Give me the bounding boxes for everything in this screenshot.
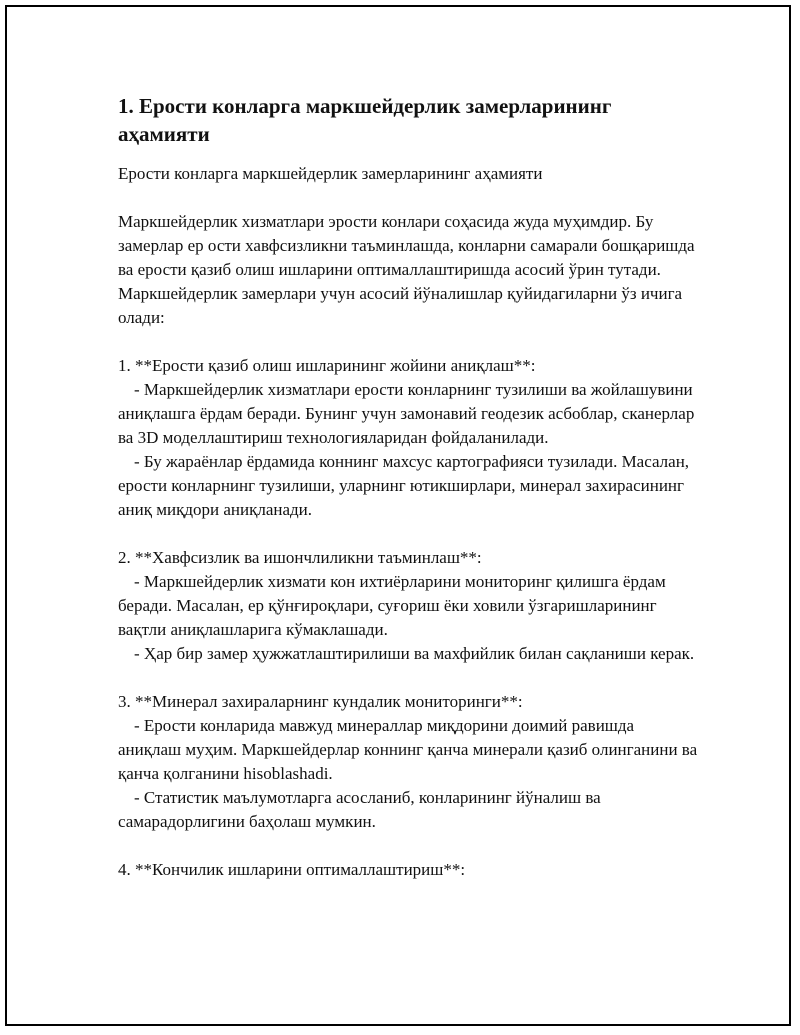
intro-paragraph: Маркшейдерлик хизматлари эрости конлари соҳасида жуда муҳимдир. Бу замерлар ер ости хавфсизликни таъминлашда, конларни самарали бошқаришда ва ерости қазиб олиш ишларини оптималлаштиришда асосий ўрин тутади. Маркшейдерлик замерлари учун асосий йўналишлар қуйидагиларни ўз ичига олади:: [118, 212, 699, 327]
section-title: 2. **Хавфсизлик ва ишончлиликни таъминлаш**:: [118, 548, 482, 567]
document-subtitle: Ерости конларга маркшейдерлик замерларининг аҳамияти: [118, 164, 543, 183]
section-bullet: - Ерости конларида мавжуд минераллар миқдорини доимий равишда аниқлаш муҳим. Маркшейдерлар коннинг қанча минерали қазиб олинганини ва қанча қолганини hisoblashadi.: [118, 716, 698, 783]
section-title: 4. **Кончилик ишларини оптималлаштириш**:: [118, 860, 466, 879]
section-title: 1. **Ерости қазиб олиш ишларининг жойини аниқлаш**:: [118, 356, 536, 375]
document-body: [118, 92, 698, 906]
section-bullet: - Маркшейдерлик хизмати кон ихтиёрларини мониторинг қилишга ёрдам беради. Масалан, ер қўнғироқлари, суғориш ёки ховили ўзгаришларининг вақтли аниқлашларига кўмаклашади.: [118, 572, 666, 639]
section-4: [118, 858, 698, 882]
section-bullet: - Маркшейдерлик хизматлари ерости конларнинг тузилиши ва жойлашувини аниқлашга ёрдам беради. Бунинг учун замонавий геодезик асбоблар, сканерлар ва 3D моделлаштириш технологияларидан фойдаланилади.: [118, 380, 695, 447]
section-bullet: - Бу жараёнлар ёрдамида коннинг махсус картографияси тузилади. Масалан, ерости конларнинг тузилиши, уларнинг ютикширлари, минерал захирасининг аниқ миқдори аниқланади.: [118, 452, 690, 519]
document-heading: 1. Ерости конларга маркшейдерлик замерларининг аҳамияти: [118, 94, 612, 146]
section-1: [118, 354, 698, 522]
section-title: 3. **Минерал захираларнинг кундалик мониторинги**:: [118, 692, 523, 711]
section-3: [118, 690, 698, 834]
section-2: [118, 546, 698, 666]
section-bullet: - Статистик маълумотларга асосланиб, конларининг йўналиш ва самарадорлигини баҳолаш мумкин.: [118, 788, 601, 831]
section-bullet: - Ҳар бир замер ҳужжатлаштирилиши ва махфийлик билан сақланиши керак.: [134, 644, 695, 663]
